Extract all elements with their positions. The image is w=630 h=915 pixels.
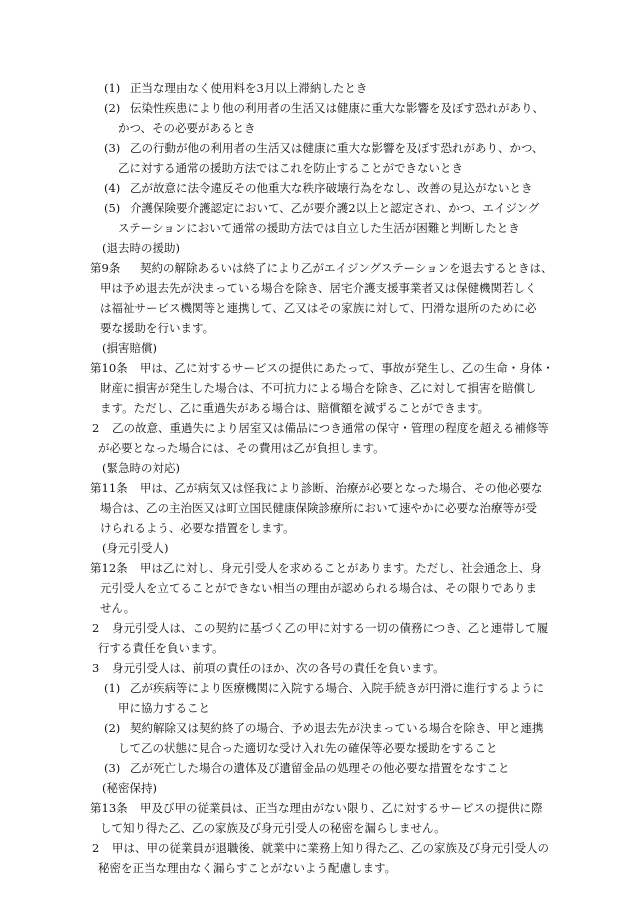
list-item: [0, 98, 630, 118]
paragraph-line: [0, 638, 630, 658]
article-number: 第9条: [90, 261, 121, 275]
line-text: ます。ただし、乙に重過失がある場合は、賠償額を減ずることができます。: [100, 401, 490, 415]
article-line: [0, 578, 630, 598]
item-number: 3: [92, 661, 100, 675]
paragraph-line: [0, 658, 630, 678]
item-number: 2: [92, 621, 100, 635]
line-text: 乙の行動が他の利用者の生活又は健康に重大な影響を及ぼす恐れがあり、かつ、: [130, 141, 544, 155]
article-heading: [0, 338, 630, 358]
article-line: [0, 498, 630, 518]
article-line: [0, 818, 630, 838]
line-text: 甲は、甲の従業員が退職後、就業中に業務上知り得た乙、乙の家族及び身元引受人の: [112, 841, 549, 855]
line-text: 行する責任を負います。: [98, 641, 224, 655]
list-item: [0, 718, 630, 738]
line-text: 甲は、乙に対するサービスの提供にあたって、事故が発生し、乙の生命・身体・: [140, 361, 554, 375]
list-item: [0, 218, 630, 238]
article-line: [0, 798, 630, 818]
line-text: (損害賠償): [102, 341, 157, 355]
article-heading: [0, 238, 630, 258]
line-text: 要な援助を行います。: [100, 321, 215, 335]
line-text: 介護保険要介護認定において、乙が要介護2以上と認定され、かつ、エイジング: [130, 201, 540, 215]
line-text: して乙の状態に見合った適切な受け入れ先の確保等必要な援助をすること: [118, 741, 498, 755]
line-text: 契約解除又は契約終了の場合、予め退去先が決まっている場合を除き、甲と連携: [130, 721, 544, 735]
line-text: せん。: [100, 601, 136, 615]
article-number: 第10条: [90, 361, 128, 375]
line-text: 甲及び甲の従業員は、正当な理由がない限り、乙に対するサービスの提供に際: [140, 801, 543, 815]
line-text: 財産に損害が発生した場合は、不可抗力による場合を除き、乙に対して損害を賠償し: [100, 381, 537, 395]
article-line: [0, 518, 630, 538]
article-line: [0, 298, 630, 318]
item-number: 2: [92, 841, 100, 855]
line-text: 場合は、乙の主治医又は町立国民健康保険診療所において速やかに必要な治療等が受: [100, 501, 537, 515]
line-text: 秘密を正当な理由なく漏らすことがないよう配慮します。: [98, 861, 397, 875]
line-text: (身元引受人): [102, 541, 169, 555]
line-text: 甲は、乙が病気又は怪我により診断、治療が必要となった場合、その他必要な: [140, 481, 543, 495]
article-line: [0, 378, 630, 398]
paragraph-line: [0, 838, 630, 858]
article-number: 第11条: [90, 481, 128, 495]
line-text: して知り得た乙、乙の家族及び身元引受人の秘密を漏らしません。: [100, 821, 446, 835]
line-text: 正当な理由なく使用料を3月以上滞納したとき: [130, 81, 368, 95]
list-item: [0, 118, 630, 138]
item-number: (2): [104, 721, 121, 735]
article-line: [0, 558, 630, 578]
line-text: 乙が疾病等により医療機関に入院する場合、入院手続きが円滑に進行するように: [130, 681, 544, 695]
paragraph-line: [0, 618, 630, 638]
article-line: [0, 278, 630, 298]
line-text: 乙が死亡した場合の遺体及び遺留金品の処理その他必要な措置をなすこと: [130, 761, 510, 775]
item-number: (1): [104, 81, 121, 95]
item-number: 2: [92, 421, 100, 435]
item-number: (4): [104, 181, 121, 195]
article-line: [0, 358, 630, 378]
line-text: 乙の故意、重過失により居室又は備品につき通常の保守・管理の程度を超える補修等: [112, 421, 549, 435]
list-item: [0, 738, 630, 758]
item-number: (1): [104, 681, 121, 695]
item-number: (5): [104, 201, 121, 215]
line-text: は福祉サービス機関等と連携して、乙又はその家族に対して、円滑な退所のために必: [100, 301, 537, 315]
article-heading: [0, 778, 630, 798]
paragraph-line: [0, 438, 630, 458]
document-body: [0, 78, 630, 878]
line-text: 身元引受人は、この契約に基づく乙の甲に対する一切の債務につき、乙と連帯して履: [112, 621, 549, 635]
item-number: (2): [104, 101, 121, 115]
paragraph-line: [0, 418, 630, 438]
item-number: (3): [104, 761, 121, 775]
paragraph-line: [0, 858, 630, 878]
article-number: 第12条: [90, 561, 128, 575]
list-item: [0, 78, 630, 98]
line-text: (退去時の援助): [102, 241, 180, 255]
line-text: かつ、その必要があるとき: [118, 121, 256, 135]
line-text: 乙が故意に法令違反その他重大な秩序破壊行為をなし、改善の見込がないとき: [130, 181, 533, 195]
list-item: [0, 678, 630, 698]
article-heading: [0, 458, 630, 478]
line-text: 伝染性疾患により他の利用者の生活又は健康に重大な影響を及ぼす恐れがあり、: [130, 101, 544, 115]
line-text: (緊急時の対応): [102, 461, 180, 475]
line-text: 乙に対する通常の援助方法ではこれを防止することができないとき: [118, 161, 463, 175]
line-text: ステーションにおいて通常の援助方法では自立した生活が困難と判断したとき: [118, 221, 520, 235]
list-item: [0, 158, 630, 178]
article-line: [0, 478, 630, 498]
list-item: [0, 698, 630, 718]
line-text: 元引受人を立てることができない相当の理由が認められる場合は、その限りでありま: [100, 581, 537, 595]
article-number: 第13条: [90, 801, 128, 815]
line-text: けられるよう、必要な措置をします。: [100, 521, 295, 535]
line-text: 甲は乙に対し、身元引受人を求めることがあります。ただし、社会通念上、身: [140, 561, 542, 575]
article-line: [0, 398, 630, 418]
list-item: [0, 198, 630, 218]
line-text: が必要となった場合には、その費用は乙が負担します。: [98, 441, 385, 455]
article-line: [0, 598, 630, 618]
article-line: [0, 318, 630, 338]
article-line: [0, 258, 630, 278]
line-text: 甲は予め退去先が決まっている場合を除き、居宅介護支援事業者又は保健機関若しく: [100, 281, 537, 295]
list-item: [0, 178, 630, 198]
list-item: [0, 138, 630, 158]
line-text: (秘密保持): [102, 781, 157, 795]
line-text: 甲に協力すること: [118, 701, 210, 715]
article-heading: [0, 538, 630, 558]
list-item: [0, 758, 630, 778]
line-text: 身元引受人は、前項の責任のほか、次の各号の責任を負います。: [112, 661, 445, 675]
line-text: 契約の解除あるいは終了により乙がエイジングステーションを退去するときは、: [140, 261, 553, 275]
item-number: (3): [104, 141, 121, 155]
